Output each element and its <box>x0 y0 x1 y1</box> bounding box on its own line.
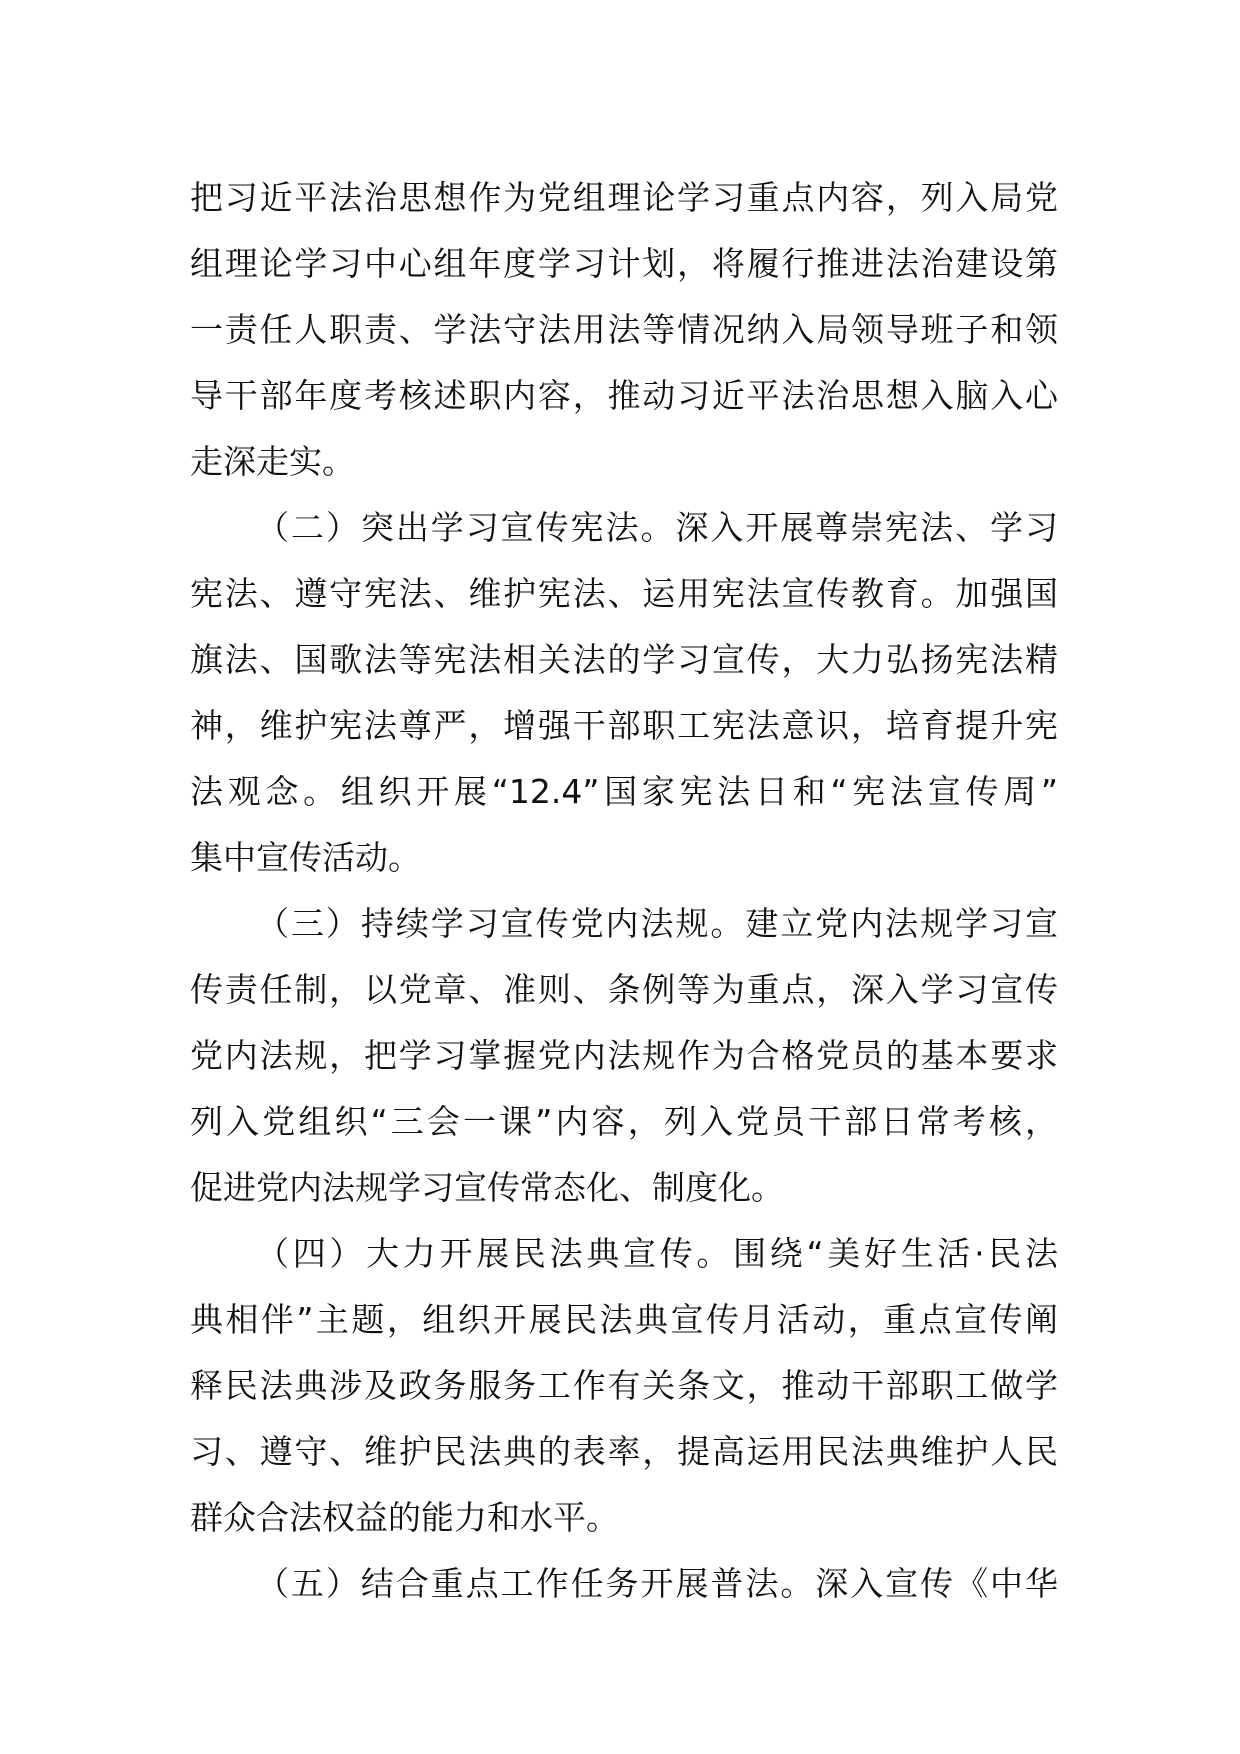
document-body <box>190 165 1058 1617</box>
section-heading-line: （五）结合重点工作任务开展普法。深入宣传《中华 <box>256 1564 1058 1603</box>
text-line: 促进党内法规学习宣传常态化、制度化。 <box>190 1168 784 1207</box>
text-line: 集中宣传活动。 <box>190 838 421 877</box>
text-line: 群众合法权益的能力和水平。 <box>190 1498 619 1537</box>
text-line: 传责任制，以党章、准则、条例等为重点，深入学习宣传 <box>190 970 1058 1009</box>
section-heading-line: （四）大力开展民法典宣传。围绕“美好生活·民法 <box>256 1234 1058 1273</box>
text-line: 旗法、国歌法等宪法相关法的学习宣传，大力弘扬宪法精 <box>190 640 1058 679</box>
text-line: 组理论学习中心组年度学习计划，将履行推进法治建设第 <box>190 244 1058 283</box>
section-heading-line: （二）突出学习宣传宪法。深入开展尊崇宪法、学习 <box>256 508 1058 547</box>
text-line: 释民法典涉及政务服务工作有关条文，推动干部职工做学 <box>190 1366 1058 1405</box>
text-line: 党内法规，把学习掌握党内法规作为合格党员的基本要求 <box>190 1036 1058 1075</box>
text-line: 走深走实。 <box>190 442 355 481</box>
text-line: 导干部年度考核述职内容，推动习近平法治思想入脑入心 <box>190 376 1058 415</box>
text-line: 一责任人职责、学法守法用法等情况纳入局领导班子和领 <box>190 310 1058 349</box>
text-line: 法观念。组织开展“12.4”国家宪法日和“宪法宣传周” <box>190 772 1058 811</box>
text-line: 习、遵守、维护民法典的表率，提高运用民法典维护人民 <box>190 1432 1058 1471</box>
text-line: 宪法、遵守宪法、维护宪法、运用宪法宣传教育。加强国 <box>190 574 1058 613</box>
text-line: 把习近平法治思想作为党组理论学习重点内容，列入局党 <box>190 178 1058 217</box>
text-line: 典相伴”主题，组织开展民法典宣传月活动，重点宣传阐 <box>190 1300 1058 1339</box>
text-line: 列入党组织“三会一课”内容，列入党员干部日常考核， <box>190 1102 1058 1141</box>
text-line: 神，维护宪法尊严，增强干部职工宪法意识，培育提升宪 <box>190 706 1058 745</box>
section-heading-line: （三）持续学习宣传党内法规。建立党内法规学习宣 <box>256 904 1058 943</box>
